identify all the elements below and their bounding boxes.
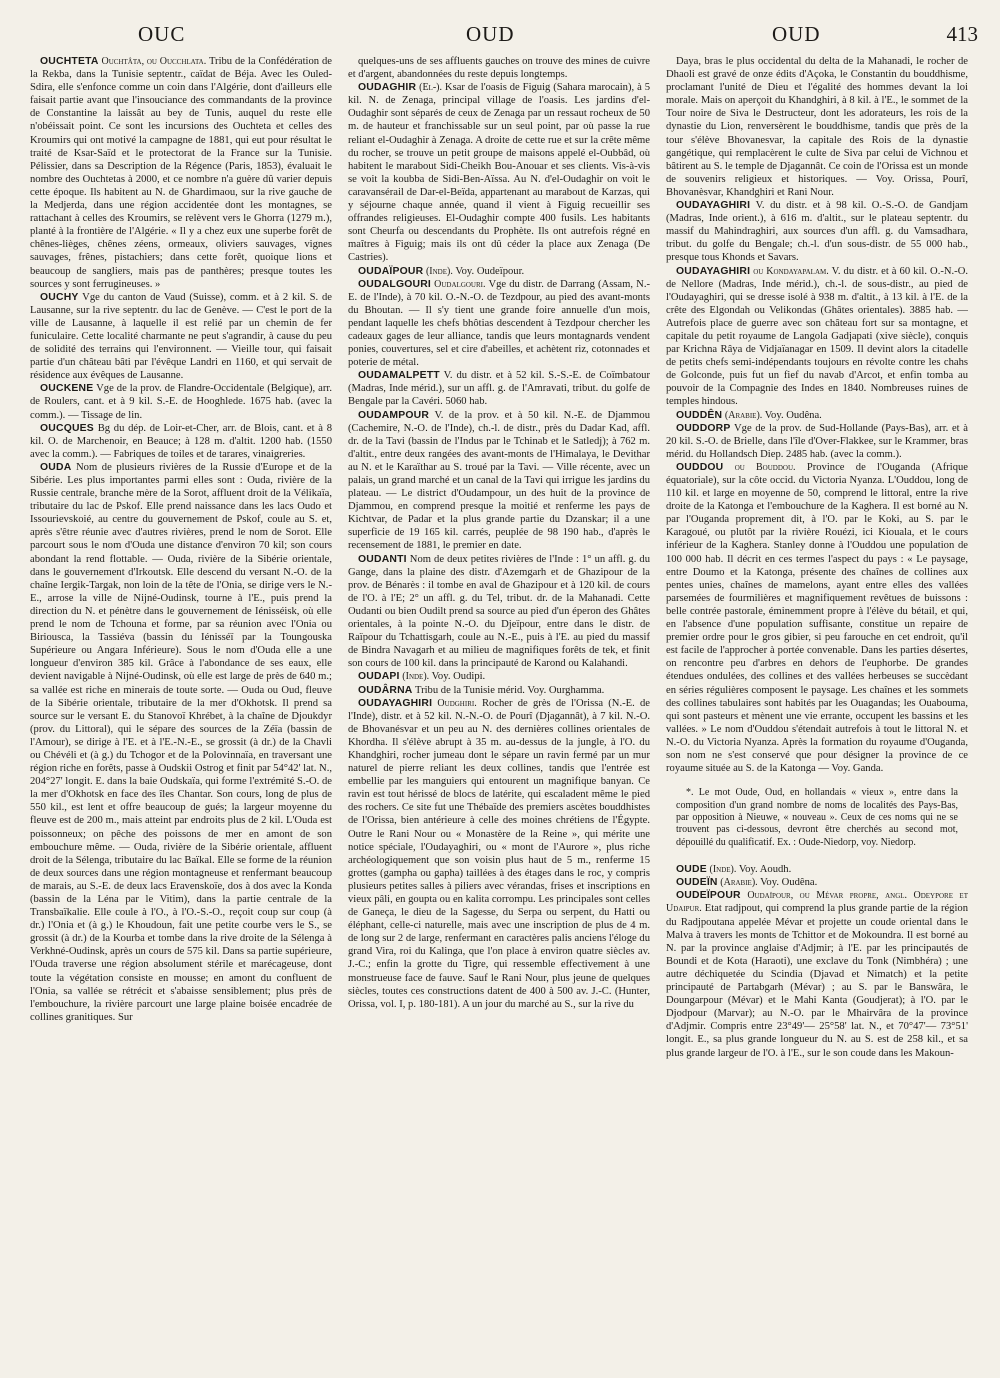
entry-variant: Oudghiri. — [437, 697, 477, 709]
entry-headword: OUDANTI — [358, 553, 407, 565]
entry-text: Voy. Oudêna. — [760, 877, 818, 889]
entry-headword: OUDAYAGHIRI — [358, 697, 433, 709]
entry-headword: OUCHY — [40, 291, 79, 303]
entry-variant: ou Bouddou. — [734, 461, 796, 473]
entry-headword: OUDAPI — [358, 671, 400, 683]
entry-text: Tribu de la Confédération de la Rekba, dans la Tunisie septentr., caïdat de Béja. Avec les Ouled-Sdira, elle s'enfonce comme un coin dans l'Algérie, dont d'ailleurs elle faisait partie avant que l'insouciance des commandants de la province de Constantine la laissât au bey de Tunis, auquel du reste elle n'obéissait point. Ce sont les incursions des Ouchteta et celles des Kroumirs qui ont motivé la campagne de 1881, qui eut pour résultat le traité de Ksar-Saïd et le protectorat de la France sur la Tunisie. Pélissier, dans sa Description de la Régence (Paris, 1853), évaluait le nombre des Ouchtetas à 2000, et ce nombre n'a guère dû varier depuis cette époque. Ils habitent au N. de Ghardimaou, sur la rive gauche de la Medjerda, dans une région accidentée dont les montagnes, se rattachant à celles des Kroumirs, se relèvent vers le Ghorra (1279 m.), planté à la frontière de l'Algérie. « Il y a chez eux une superbe forêt de chênes-lièges, chênes zéens, ormeaux, oliviers sauvages, vignes sauvages, frênes, pistachiers; dans cette forêt, quoique lions et beaucoup de sangliers, mais pas de panthères; presque toutes les sources y sont ferrugineuses. » — [30, 56, 332, 290]
dictionary-entry — [666, 863, 968, 876]
entry-headword: OUDA — [40, 461, 72, 473]
entry-variant: Oudaïpour, ou Mévar propre, angl. Odeypore et Udaipur. — [666, 890, 968, 915]
page-number: 413 — [946, 22, 978, 46]
entry-text: quelques-uns de ses affluents gauches on trouve des mines de cuivre et d'argent, abandonnées du reste depuis longtemps. — [348, 56, 650, 81]
entry-text: Vge de la prov. de Sud-Hollande (Pays-Bas), arr. et à 20 kil. S.-O. de Brielle, dans l'île d'Over-Flakkee, sur le Krammer, bras mérid. du Hollandsch Diep. 2485 hab. (avec la comm.). — [666, 422, 968, 460]
entry-headword: OUDÂRNA — [358, 684, 413, 696]
entry-text: V. du distr. et à 52 kil. S.-S.-E. de Coïmbatour (Madras, Inde mérid.), sur un affl. g. de l'Amravati, tribut. du golfe de Bengale par la Cavéri. 5060 hab. — [348, 370, 650, 408]
dictionary-entry — [666, 199, 968, 264]
entry-text: V. du distr. et à 98 kil. O.-S.-O. de Gandjam (Madras, Inde orient.), à 616 m. d'altit., sur le plateau septentr. du massif du Mahindraghiri, aux sources d'un affl. g. du Vamsadhara, tribut. du golfe du Bengale; ch.-l. d'un sous-distr. de 55 000 hab., presque tous Khonds et Savars. — [666, 200, 968, 264]
entry-text: Nom de deux petites rivières de l'Inde : 1° un affl. g. du Gange, dans la plaine des distr. d'Azemgarh et de Ghazipour de la prov. de Bénarès : il tombe en aval de Ghazipour et à 120 kil. de cours de l'O. à l'E; 2° un affl. g. du Tel, tribut. dr. de la Mahanadi. Cette Oudanti ou bien Oudilt prend sa source au pied d'un éperon des Ghâtes orientales, à la pointe N.-O. du Djeïpour, entre dans le distr. de Raïpour du Tchattisgarh, coule au N.-E., puis à l'E. au pied du massif de Bindra Navagarh et au milieu de magnifiques forêts de tek, et finit son cours de 100 kil. dans la principauté de Karond ou Kalahandi. — [348, 553, 650, 670]
entry-text: Vge du canton de Vaud (Suisse), comm. et à 2 kil. S. de Lausanne, sur la rive septentr. du lac de Genève. — C'est le port de la ville de Lausanne, à laquelle il est relié par un chemin de fer funiculaire. Cette localité charmante ne peut s'agrandir, à cause du peu de solidité des terrains qui l'environnent. — Vieille tour, qui faisait partie d'un château bâti par l'évêque Landri en 1160, et qui servait de résidence aux évêques de Lausanne. — [30, 291, 332, 382]
entry-variant: (Arabie). — [720, 877, 758, 889]
entry-headword: OUDAYAGHIRI — [676, 200, 751, 212]
column-1 — [30, 55, 332, 1365]
entry-text: Etat radjpout, qui comprend la plus grande partie de la région du Radjpoutana appelée Mévar et projette un coude oriental dans le Malva à travers les monts de Tchittor et de Mokoundra. Il est borné au N. par la province anglaise d'Adjmir; à l'E. par les principautés de Boundi et de Kota (Haraoti), une exclave du Tonk (Nimbhéra) ; une autre déchiquetée du Scindia (Djavad et Nimatch) et la petite principauté de Partabgarh (Mévar) ; au S. par le Banswâra, le Doungarpour (Mévar) et le Mahi Kanta (Goudjerat); à l'O. par le Djodpour (Marvar); au N.-O. par le Mhairvâra de la province d'Adjmir. Compris entre 23°49'— 25°58' lat. N., et 70°47'— 73°51' longit. E., sa plus grande longueur du N. au S. est de 258 kil., et sa plus grande largeur de l'O. à l'E., sur le son coude dans les Makoun- — [666, 903, 968, 1059]
entry-variant: (Inde). — [402, 671, 430, 683]
entry-text: Ksar de l'oasis de Figuig (Sahara marocain), à 5 kil. N. de Zenaga, principal village de l'oasis. Les jardins d'el-Oudaghir sont séparés de ceux de Zenaga par un ressaut rocheux de 50 m. de hauteur et franchissable sur un seul point, par où passe la rue reliant el-Oudaghir à Zenaga. A droite de cette rue et sur la crête même du rocher, se trouve un petit groupe de maisons appelé el-Oubbâd, où habitent le marabout Sidi-Cheikh Bou-Anouar et ses clients. Vis-à-vis se voit la koubba de Sidi-Ben-Aïssa. Au N. d'el-Oudaghir on voit le caravansérail de Dar-el-Beïda, appartenant au marabout de Karzas, qui y séjourne chaque année, quand il vient à Figuig recueillir ses offrandes religieuses. El-Oudaghir compte 400 fusils. Les habitants sont Cheurfa ou descendants du Prophète. Ils ont autrefois régné en maîtres à Figuig; mais ils ont dû céder la place aux Zenaga (De Castries). — [348, 82, 650, 264]
column-2 — [348, 55, 650, 1365]
entry-headword: OUDDOU — [676, 461, 724, 473]
column-3 — [666, 55, 968, 1365]
dictionary-entry — [30, 291, 332, 383]
entry-text: V. du distr. et à 60 kil. O.-N.-O. de Nellore (Madras, Inde mérid.), ch.-l. de sous-distr., au pied de l'Oudayaghiri, qui se dresse isolé à 938 m. d'altit., à 13 kil. à l'E. de la crête des Elgondah ou Velikondas (Ghâtes orientales). 3885 hab. — Autrefois place de guerre avec son château fort sur sa montagne, et capitale du petit royaume de Langola Gadjapati (xive siècle), conquis par Krichna Râya de Vidjaïanagar en 1509. Il devint alors la citadelle de petits chefs semi-indépendants toujours en révolte contre les chahs de Golconde, puis fut un fief du navab d'Arcot, et enfin tomba au pouvoir de la Compagnie des Indes en 1840. Nombreuses ruines de temples hindous. — [666, 265, 968, 408]
dictionary-entry — [348, 670, 650, 683]
entry-headword: OUDAYAGHIRI — [676, 265, 751, 277]
footnote: *. Le mot Oude, Oud, en hollandais « vieux », entre dans la composition d'un grand nombre de noms de localités des Pays-Bas, par opposition à Nieuwe, « nouveau ». Ceux de ces noms qui ne se trouvent pas ci-dessous, devront être cherchés au second mot, dépouillé du qualificatif. Ex. : Oude-Niedorp, voy. Niedorp. — [676, 787, 958, 848]
dictionary-entry — [666, 265, 968, 409]
running-head-center: OUD — [466, 22, 515, 46]
entry-variant: Oudalgouri. — [434, 278, 486, 290]
entry-text: V. de la prov. et à 50 kil. N.-E. de Djammou (Cachemire, N.-O. de l'Inde), ch.-l. de distr., près du Dadar Kad, affl. dr. de la Tavi (bassin de l'Indus par le Tchinab et le Satledj); à 762 m. d'altit., entre deux rangées des avant-monts de l'Himalaya, le Devithar au N. et le Karaïthar au S. troué par la Tavi. — Ville récente, avec un palais, un grand marché et un canal de la Tavi qui irrigue les jardins du plateau. — Le district d'Oudampour, un des huit de la province de Djammou, en comprend presque la moitié et renferme les pays de Kichtvar, de Padar et la plus grande partie du Dzanskar; il a une superficie de 19 165 kil. carrés, peuplée de 98 190 hab., d'après le recensement de 1881, le premier en date. — [348, 409, 650, 552]
dictionary-entry — [348, 553, 650, 671]
entry-headword: OUCKENE — [40, 383, 94, 395]
entry-variant: (El-). — [419, 82, 442, 94]
entry-text: Vge de la prov. de Flandre-Occidentale (Belgique), arr. de Roulers, cant. et à 9 kil. S.-E. de Hooghlede. 1675 hab. (avec la comm.). — Tissage de lin. — [30, 383, 332, 421]
dictionary-entry — [348, 697, 650, 1011]
entry-text: Province de l'Ouganda (Afrique équatoriale), sur la côte occid. du Victoria Nyanza. L'Ouddou, long de 110 kil. et large en moyenne de 50, comprend le littoral, entre la rive droite de la Katonga et l'embouchure de la Kaghera. Il est borné au N. par l'Ouganda proprement dit, à l'O. par le Koki, au S. par le Karagoué, ou plutôt par la rivière Rouézi, ici Kiouala, et le cours inférieur de la Kaghera. Stanley donne à l'Ouddou une population de 100 000 hab. Il décrit en ces termes l'aspect du pays : « Le paysage, entre Doumo et la Katonga, présente des chaînes de collines aux pentes unies, chaînes de mamelons, ayant entre elles des vallées parsemées de fourmilières et magnifiquement revêtues de buissons : belle contrée pastorale, éminemment propre à l'élève du bétail, et qui, en l'absence d'une population suffisante, constitue un repaire de premier ordre pour le gros gibier, si peu farouche en cet endroit, qu'il est facile de l'approcher à portée convenable. Dans les parties désertes, on rencontre peu d'arbres en dehors de l'euphorbe. De grandes étendues ondulées, des collines et des vallées herbeuses se succèdant en séries régulières composent le paysage. Les chaînes et les sommets des collines tabulaires sont habités par les Ouagandas; les Ouabouma, qui sont pasteurs et mènent une vie errante, occupent les bassins et les vallées. » Le nom d'Ouddou s'étendait autrefois à tout le littoral N. et N.-O. du Victoria Nyanza. Après la formation du royaume d'Ouganda, son nom ne s'est conservé que pour désigner la province de ce royaume située au S. de la Katonga — Voy. Ganda. — [666, 461, 968, 775]
entry-text: Voy. Oudeïpour. — [455, 265, 525, 277]
entry-text: Daya, bras le plus occidental du delta de la Mahanadi, le rocher de Dhaoli est gravé de onze édits d'Açoka, le Constantin du bouddhisme, proclamant l'unité de Dieu et l'égalité des hommes devant la loi morale. Mais on aperçoit du Khandghiri, à 8 kil. à l'E., le sommet de la Tour noire de Siva le Destructeur, dont les adorateurs, les rois de la dynastie du Lion, renversèrent le bouddhisme, tandis que près de la tour s'élève Bhovanesvar, la capitale des Rois de la dynastie gangétique, qui remplacèrent le culte de Siva par celui de Vichnou et bâtirent au S. le temple de Djagannât. Ce coin de l'Orissa est un monde de souvenirs religieux et historiques. — Voy. Orissa, Pourî, Bhovanèsvar, Khandghiri et Rani Nour. — [666, 56, 968, 198]
running-head-right: OUD — [772, 22, 821, 46]
dictionary-entry — [348, 369, 650, 408]
entry-text: Tribu de la Tunisie mérid. Voy. Ourghamma. — [414, 684, 605, 696]
entry-headword: OUDALGOURI — [358, 278, 431, 290]
dictionary-entry — [30, 422, 332, 461]
entry-headword: OUDEÏN — [676, 877, 718, 889]
entry-headword: OUDEÏPOUR — [676, 890, 741, 902]
entry-headword: OUDDORP — [676, 422, 731, 434]
dictionary-entry — [666, 876, 968, 889]
entry-variant: (Arabie). — [724, 409, 763, 421]
dictionary-entry — [666, 422, 968, 461]
dictionary-entry — [348, 409, 650, 553]
dictionary-entry — [30, 55, 332, 291]
entry-variant: (Inde). — [425, 265, 453, 277]
entry-text: Rocher de grès de l'Orissa (N.-E. de l'Inde), distr. et à 52 kil. N.-N.-O. de Pourî (Djagannât), à 7 kil. N.-O. de Bhovanésvar et un peu au N. des dernières collines orientales de Khordha. Il s'élève abrupt à 35 m. au-dessus de la jungle, à l'O. du Khandghiri, rocher jumeau dont le sépare un ravin fermé par un mur naturel de pierre reliant les deux collines, tandis que l'entrée est embellie par les manguiers qui entourent un magnifique banyan. Ce ravin est tout hérissé de blocs de latérite, qui escaladent même le pied des rochers. Ce site fut une Thébaïde des premiers ascètes bouddhistes de l'Orissa, bien antérieure à celle des moines chrétiens de l'Égypte. Outre le Rani Nour ou « Monastère de la Reine », qui mérite une notice spéciale, l'Oudayaghiri, ou « mont de l'Aurore », plus riche archéologiquement que son voisin plus haut de 5 m., renferme 15 grottes (gampha ou gapha) taillées à des étages dans le roc, y compris plusieurs petites salles à piliers avec vérandas, frises et inscriptions en vieux pâli, en goupta ou en kalita corrompu. Les principales sont celles de Ganeça, le dieu de la Sagesse, du Serpa ou serpent, du Hatti ou éléphant, celle-ci naturelle, mais avec une inscription de plus de 4 m. de long sur 2 de large, renfermant en caractères palis anciens l'éloge du grand Vira, roi du Kalinga, que l'on place à environ quatre siècles av. J.-C.; enfin la grotte du Tigre, qui ressemble effectivement à une monstrueuse face de fauve. Sauf le Rani Nour, plus jeune de quelques siècles, toutes ces constructions datent de 400 à 500 av. J.-C. (Hunter, Orissa, vol. I, p. 180-181). A un jour du marché au S., sur la rive du — [348, 697, 650, 1010]
entry-text: Vge du distr. de Darrang (Assam, N.-E. de l'Inde), à 70 kil. O.-N.-O. de Tezdpour, au pied des avant-monts du Bhoutan. — Il s'y tient une grande foire annuelle d'un mois, pendant laquelle les chefs bhôtias descendent à Tezdpour chercher les cadeaux gages de leur alliance, tandis que leurs montagnards vendent ponies, couvertures, sel et cire d'abeilles, et achètent riz, cotonnades et poterie de métal. — [348, 278, 650, 369]
dictionary-entry — [348, 265, 650, 278]
running-head-left: OUC — [138, 22, 186, 46]
entry-variant: (Inde). — [709, 864, 737, 876]
dictionary-entry — [666, 889, 968, 1059]
dictionary-entry — [348, 55, 650, 81]
entry-text: Nom de plusieurs rivières de la Russie d'Europe et de la Sibérie. Les plus importantes parmi elles sont : Ouda, rivière de la Russie centrale, branche mère de la Sorot, affluent droit de la Vélikaïa, tributaire du lac de Pskof. Elle prend naissance dans les lacs Oudo et Issourievskoié, au centre du gouvernement de Pskof, coule au S. et, après s'être réunie avec d'autres rivières, prend le nom de Sorot. Elle parcourt sous le nom d'Ouda une distance d'environ 70 kil; son cours abondant la rend flottable. — Ouda, rivière de la Sibérie orientale, dans le gouvernement d'Irkoutsk. Elle descend du versant N.-O. de la chaîne Iergik-Targak, non loin de la tête de l'Onia, se dirige vers le N.-E., arrose la ville de Nijné-Oudinsk, tourne à l'E., puis prend la direction du N. et pénètre dans le gouvernement de Iénisséisk, où elle prend le nom de Tchouna et forme, par sa réunion avec l'Onia ou Biriousса, la Tassiéva (bassin du Iénisséï par la Toungouska Supérieure ou Angara Inférieure). Sous le nom d'Ouda elle a une longueur d'environ 385 kil. Grâce à l'abondance de ses eaux, elle devient navigable à Nijné-Oudinsk, où elle est large de près de 640 m.; sa vallée est riche en minerais de toute sorte. — Ouda ou Oud, fleuve de la Sibérie orientale, tributaire de la mer d'Okhotsk. Il prend sa source sur le versant E. du Stanovoï Khrébet, à la chaîne de Djoukdyr (prov. du Littoral), qui le sépare des sources de la Zéïa (bassin de l'Amour), se dirige à l'E. et à l'E.-N.-E., se grossit (à dr.) de la Chavli ou Chévéli et (à g.) du Tchogor et de la Polovinnaïa, en traversant une région riche en forêts, passe à Oudskii Ostrog et finit par 54°42' lat. N., 204°27' longit. E. dans la baie Oudskaïa, qui forme l'extrémité S.-O. de la mer d'Okhotsk en face des îles Chantar. Son cours, long de plus de 550 kil., est lent et offre beaucoup de gués; la largeur moyenne du fleuve est de 200 m., mais atteint par endroits plus de 2 kil. L'Ouda est poissonneux; on pêche des poissons de mer en amont de son embouchure même. — Ouda, rivière de la Sibérie orientale, affluent droit de la Sélenga, tributaire du lac Baïkal. Elle se forme de la réunion de deux sources dans une région montagneuse et renfermant beaucoup de marais, au S.-E. de deux lacs Eravenskoïe, dos à dos avec la Konda (bassin de la Léna par le Vitim), dans la partie centrale de la Transbaïkalie. Elle coule à l'O., à l'O.-S.-O., reçoit coup sur coup (à dr.) l'Onia et (à g.) le Khoudoun, fait une petite courbe vers le S., se grossit (à dr.) de la Kourba et tombe dans la rive droite de la Sélenga à Verkhné-Oudinsk, après un cours de 575 kil. Dans sa partie supérieure, l'Ouda traverse une région absolument stérile et marécageuse, dont toute la végétation consiste en mousse; en amont du confluent de l'Onia, sa vallée se rétrécit et s'abaisse sensiblement; plus près de l'embouchure, la rivière parcourt une large plaine boisée encadrée de collines granitiques. Sur — [30, 461, 332, 1023]
dictionary-entry — [30, 382, 332, 421]
entry-headword: OUDAGHIR — [358, 82, 417, 94]
entry-headword: OUDDÊN — [676, 409, 723, 421]
entry-variant: Ouchtâta, ou Oucchlata. — [101, 56, 207, 67]
entry-headword: OUCHTETA — [40, 56, 99, 67]
entry-text: Voy. Aoudh. — [738, 864, 792, 876]
entry-headword: OUDAMALPETT — [358, 370, 440, 382]
entry-headword: OUCQUES — [40, 422, 94, 434]
entry-variant: ou Kondayapalam. — [753, 265, 829, 277]
entry-headword: OUDAÏPOUR — [358, 265, 424, 277]
dictionary-entry — [348, 81, 650, 264]
dictionary-entry — [30, 461, 332, 1024]
entry-text: Bg du dép. de Loir-et-Cher, arr. de Blois, cant. et à 8 kil. O. de Marchenoir, en Beauce; à 128 m. d'altit. 1200 hab. (1550 avec la comm.). — Fabriques de toiles et de tarares, vinaigreries. — [30, 422, 332, 460]
dictionary-entry — [666, 461, 968, 775]
dictionary-entry — [348, 278, 650, 370]
entry-headword: OUDE — [676, 864, 707, 876]
entry-text: Voy. Oudêna. — [764, 409, 822, 421]
entry-text: Voy. Oudipi. — [431, 671, 486, 683]
text-columns — [30, 55, 980, 1365]
entry-headword: OUDAMPOUR — [358, 409, 430, 421]
running-head — [0, 22, 1000, 52]
dictionary-entry — [666, 409, 968, 422]
dictionary-entry — [666, 55, 968, 199]
dictionary-entry — [348, 684, 650, 697]
